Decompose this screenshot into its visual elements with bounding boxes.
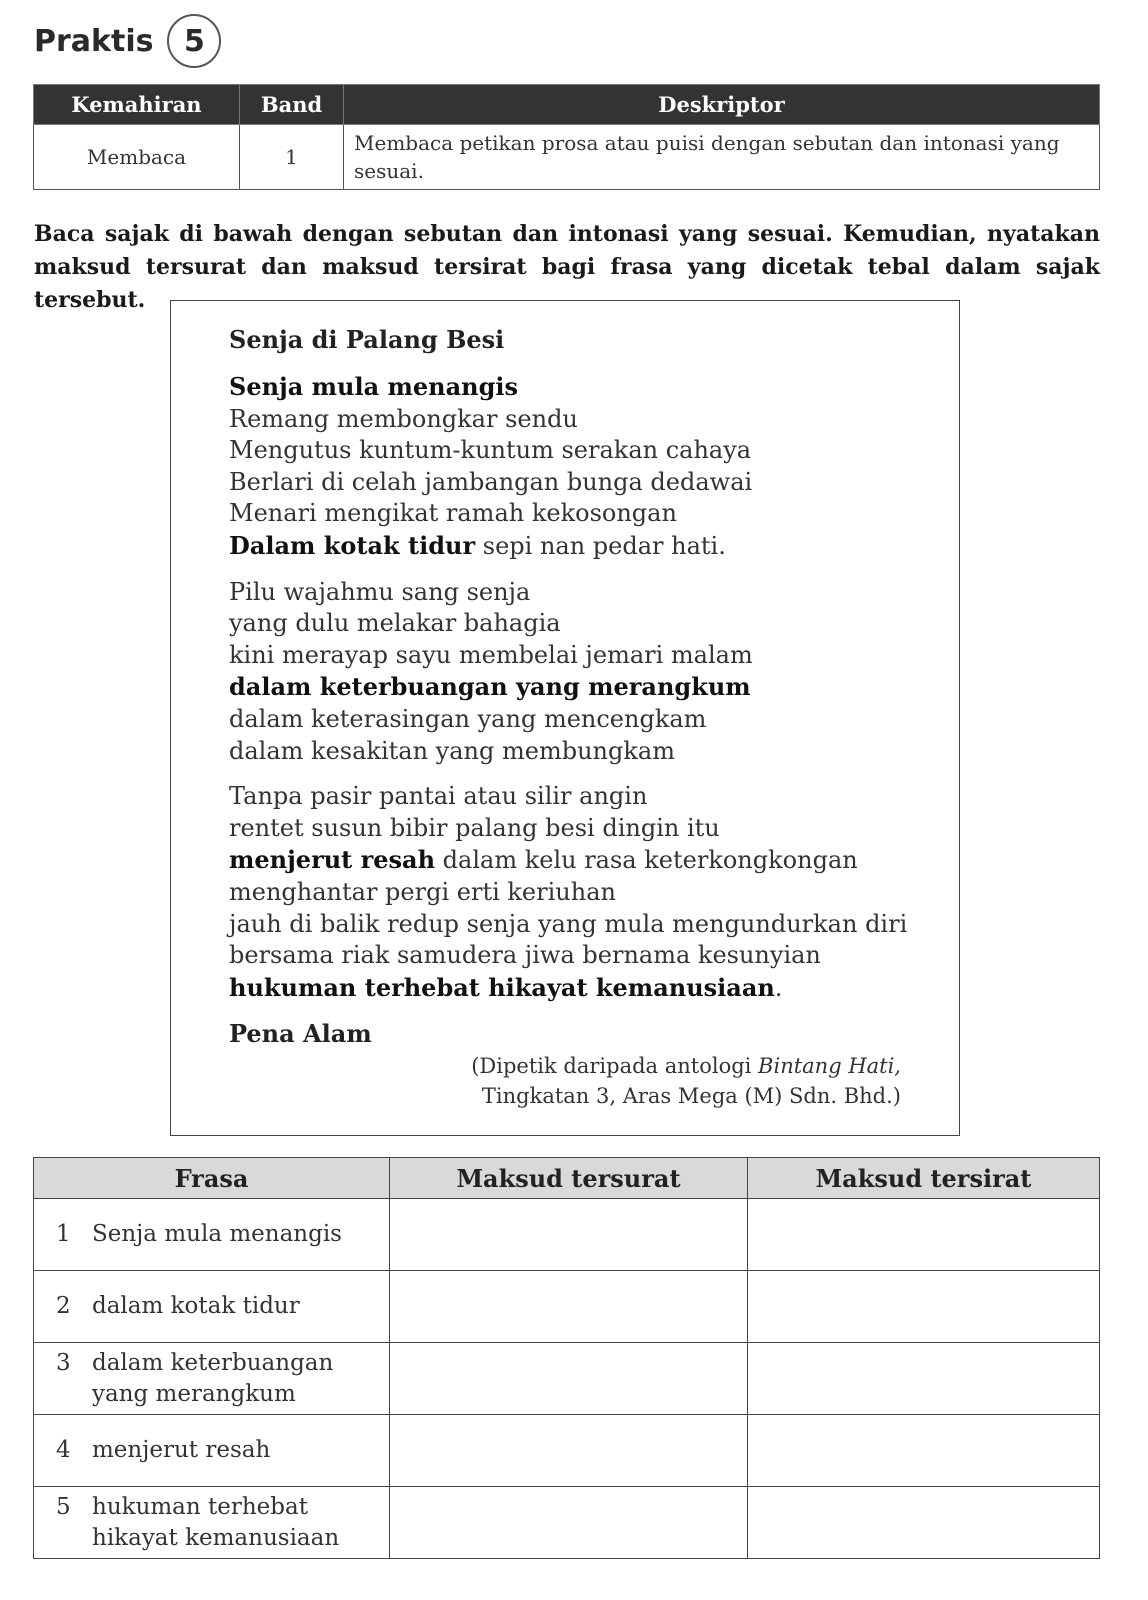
- table-row: [34, 1271, 1100, 1343]
- source-prefix: (Dipetik daripada antologi: [471, 1054, 759, 1078]
- answer-tersurat-cell[interactable]: [390, 1343, 748, 1415]
- skill-band-table: [33, 84, 1100, 190]
- frasa-text: hukuman terhebat: [92, 1493, 308, 1520]
- poem-line: jauh di balik redup senja yang mula mengundurkan diri: [229, 909, 908, 938]
- poem-line: rentet susun bibir palang besi dingin itu: [229, 813, 720, 842]
- bold-phrase: dalam keterbuangan yang merangkum: [229, 672, 751, 702]
- stanza-3: [229, 781, 907, 1004]
- source-book-title: Bintang Hati,: [758, 1054, 901, 1078]
- bold-phrase: menjerut resah: [229, 845, 436, 875]
- practice-number-badge: 5: [167, 14, 221, 68]
- instruction-text: Baca sajak di bawah dengan sebutan dan intonasi yang sesuai. Kemudian, nyatakan maksud tersurat dan maksud tersirat bagi frasa yang dicetak tebal dalam sajak tersebut.: [34, 221, 1100, 313]
- answer-tersurat-cell[interactable]: [390, 1415, 748, 1487]
- row-number: 1: [56, 1221, 71, 1247]
- poem-box: [170, 300, 960, 1136]
- frasa-text: Senja mula menangis: [92, 1221, 342, 1247]
- answer-tersurat-cell[interactable]: [390, 1199, 748, 1271]
- header-maksud-tersurat: Maksud tersurat: [390, 1158, 748, 1199]
- frasa-text-cont: hikayat kemanusiaan: [92, 1524, 340, 1551]
- answer-tersirat-cell[interactable]: [748, 1343, 1100, 1415]
- row-number: 5: [56, 1493, 71, 1520]
- poem-line: dalam kesakitan yang membungkam: [229, 736, 675, 765]
- poem-line-rest: sepi nan pedar hati.: [475, 531, 726, 560]
- header-deskriptor: Deskriptor: [344, 85, 1100, 125]
- poem-line-rest: dalam kelu rasa keterkongkongan: [435, 846, 858, 875]
- poem-line: [229, 972, 907, 1005]
- skill-cell: Membaca: [34, 125, 240, 190]
- answer-table: [33, 1157, 1100, 1559]
- poem-line: menghantar pergi erti keriuhan: [229, 877, 616, 906]
- poem-title: Senja di Palang Besi: [229, 325, 505, 354]
- frasa-text: dalam kotak tidur: [92, 1293, 300, 1319]
- poem-author: Pena Alam: [229, 1019, 372, 1049]
- poem-line: Berlari di celah jambangan bunga dedawai: [229, 467, 753, 496]
- table-row: [34, 1199, 1100, 1271]
- row-number: 3: [56, 1349, 71, 1376]
- poem-line: dalam keterasingan yang mencengkam: [229, 704, 707, 733]
- frasa-text-cont: yang merangkum: [92, 1380, 296, 1407]
- header-frasa: Frasa: [34, 1158, 390, 1199]
- poem-line: yang dulu melakar bahagia: [229, 609, 561, 638]
- answer-tersurat-cell[interactable]: [390, 1271, 748, 1343]
- poem-line: Mengutus kuntum-kuntum serakan cahaya: [229, 436, 752, 465]
- practice-heading: [34, 14, 221, 68]
- poem-line: [229, 844, 907, 877]
- descriptor-cell: Membaca petikan prosa atau puisi dengan sebutan dan intonasi yang sesuai.: [344, 125, 1100, 190]
- stanza-1: [229, 371, 907, 563]
- frasa-text: menjerut resah: [92, 1437, 271, 1463]
- answer-tersurat-cell[interactable]: [390, 1487, 748, 1559]
- stanza-2: [229, 577, 907, 768]
- poem-line: Pilu wajahmu sang senja: [229, 577, 531, 606]
- table-row: [34, 1415, 1100, 1487]
- poem-line: [229, 530, 907, 563]
- answer-tersirat-cell[interactable]: [748, 1199, 1100, 1271]
- header-band: Band: [240, 85, 344, 125]
- poem-line: kini merayap sayu membelai jemari malam: [229, 640, 753, 669]
- poem-source: [471, 1051, 901, 1111]
- poem-line: Tanpa pasir pantai atau silir angin: [229, 782, 648, 811]
- header-kemahiran: Kemahiran: [34, 85, 240, 125]
- row-number: 4: [56, 1437, 71, 1463]
- bold-phrase: Dalam kotak tidur: [229, 530, 476, 560]
- bold-phrase: hukuman terhebat hikayat kemanusiaan: [229, 972, 775, 1002]
- answer-tersirat-cell[interactable]: [748, 1415, 1100, 1487]
- table-row: [34, 1343, 1100, 1415]
- answer-tersirat-cell[interactable]: [748, 1271, 1100, 1343]
- band-cell: 1: [240, 125, 344, 190]
- poem-line: Remang membongkar sendu: [229, 404, 578, 433]
- poem: [229, 321, 907, 1050]
- header-maksud-tersirat: Maksud tersirat: [748, 1158, 1100, 1199]
- source-line-2: Tingkatan 3, Aras Mega (M) Sdn. Bhd.): [481, 1084, 901, 1108]
- row-number: 2: [56, 1293, 71, 1319]
- practice-label: Praktis: [34, 23, 154, 59]
- frasa-text: dalam keterbuangan: [92, 1349, 334, 1376]
- table-row: [34, 125, 1100, 190]
- poem-line: Menari mengikat ramah kekosongan: [229, 499, 677, 528]
- answer-tersirat-cell[interactable]: [748, 1487, 1100, 1559]
- poem-line-rest: .: [774, 973, 783, 1002]
- table-row: [34, 1487, 1100, 1559]
- poem-line: Senja mula menangis: [229, 372, 519, 401]
- poem-line: bersama riak samudera jiwa bernama kesunyian: [229, 941, 821, 970]
